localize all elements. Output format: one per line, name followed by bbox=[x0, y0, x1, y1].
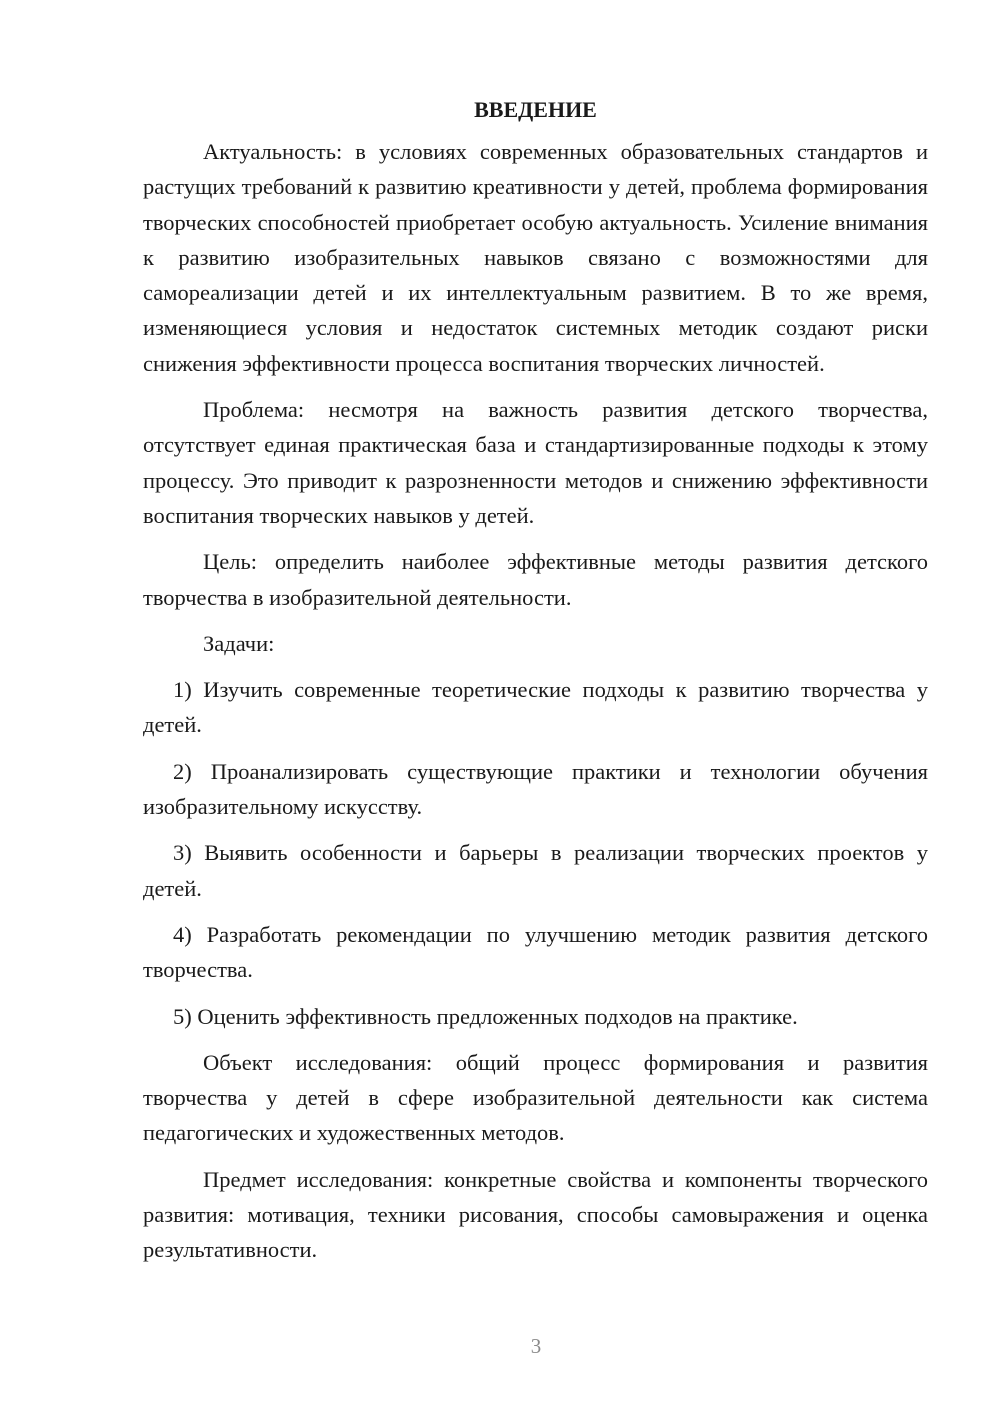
paragraph-goal: Цель: определить наиболее эффективные методы развития детского творчества в изобразительной деятельности. bbox=[143, 549, 928, 610]
paragraph-object: Объект исследования: общий процесс формирования и развития творчества у детей в сфере изобразительной деятельности как система педагогических и художественных методов. bbox=[143, 1049, 928, 1146]
paragraph-problem: Проблема: несмотря на важность развития детского творчества, отсутствует единая практическая база и стандартизированные подходы к этому процессу. Это приводит к разрозненности методов и снижению эффективности воспитания творческих навыков у детей. bbox=[143, 397, 928, 528]
tasks-label: Задачи: bbox=[203, 630, 275, 656]
paragraph-subject: Предмет исследования: конкретные свойства и компоненты творческого развития: мотивация, техники рисования, способы самовыражения и оценка результативности. bbox=[143, 1166, 928, 1263]
section-heading: ВВЕДЕНИЕ bbox=[474, 97, 597, 122]
task-item-4: 4) Разработать рекомендации по улучшению методик развития детского творчества. bbox=[143, 921, 928, 983]
task-item-2: 2) Проанализировать существующие практики и технологии обучения изобразительному искусству. bbox=[143, 758, 928, 820]
task-item-3: 3) Выявить особенности и барьеры в реализации творческих проектов у детей. bbox=[143, 840, 928, 901]
page-number: 3 bbox=[530, 1334, 542, 1358]
task-item-1: 1) Изучить современные теоретические подходы к развитию творчества у детей. bbox=[143, 677, 928, 738]
document-page bbox=[143, 92, 928, 1279]
task-item-5: 5) Оценить эффективность предложенных подходов на практике. bbox=[173, 1003, 798, 1029]
paragraph-relevance: Актуальность: в условиях современных образовательных стандартов и растущих требований к развитию креативности у детей, проблема формирования творческих способностей приобретает особую актуальность. Усиление внимания к развитию изобразительных навыков связано с возможностями для самореализации детей и их интеллектуальным развитием. В то же время, изменяющиеся условия и недостаток системных методик создают риски снижения эффективности процесса воспитания творческих личностей. bbox=[143, 139, 928, 376]
